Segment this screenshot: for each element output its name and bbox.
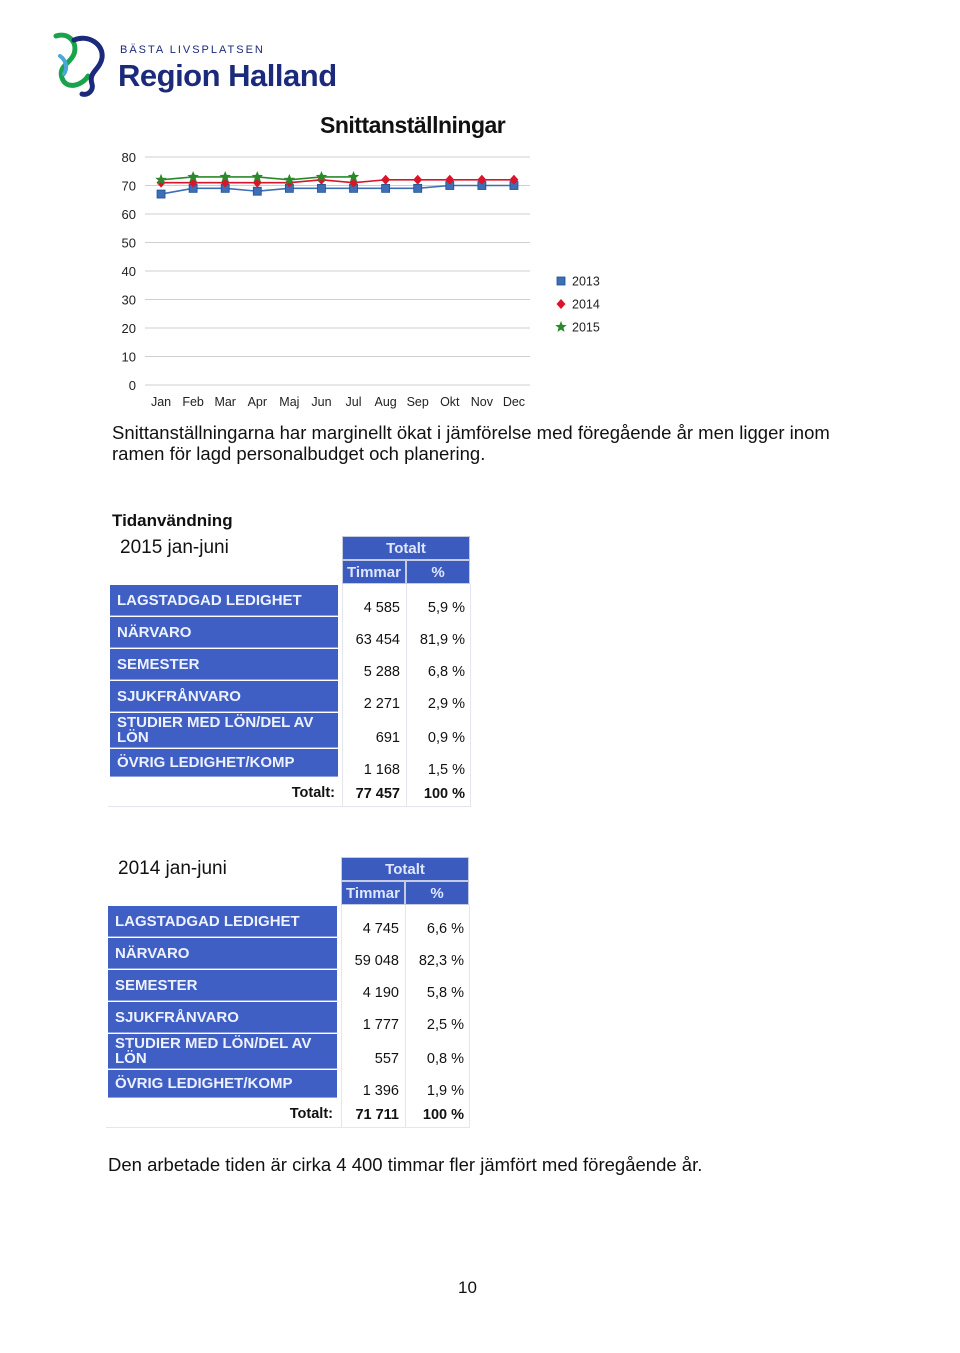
header-percent: % — [405, 881, 469, 905]
x-tick-label: Okt — [440, 395, 460, 409]
legend-marker-2013 — [557, 277, 565, 285]
percent-value: 6,6 % — [426, 921, 464, 937]
percent-value: 6,8 % — [427, 664, 465, 680]
section-title: Tidanvändning — [112, 511, 233, 530]
percent-value: 82,3 % — [418, 953, 464, 969]
chart-title: Snittanställningar — [320, 112, 506, 138]
data-point-2013 — [414, 184, 422, 192]
legend-label: 2015 — [572, 320, 600, 335]
row-label: STUDIER MED LÖN/DEL AV LÖN — [108, 1034, 337, 1069]
organization-name: Region Halland — [118, 58, 337, 93]
header-percent: % — [406, 560, 470, 584]
logo-tagline: BÄSTA LIVSPLATSEN — [120, 44, 265, 56]
y-tick-label: 50 — [121, 235, 136, 251]
data-point-2013 — [317, 184, 325, 192]
series-line-2014 — [161, 180, 514, 183]
x-tick-label: Jul — [345, 395, 362, 409]
total-percent: 100 % — [423, 786, 465, 802]
y-tick-label: 80 — [121, 150, 136, 165]
total-label: Totalt: — [289, 1106, 333, 1122]
total-hours: 77 457 — [355, 786, 400, 802]
hours-value: 2 271 — [363, 696, 400, 712]
row-label: NÄRVARO — [108, 938, 337, 969]
total-label: Totalt: — [291, 785, 335, 801]
row-label: SEMESTER — [108, 970, 337, 1001]
hours-value: 63 454 — [355, 632, 400, 648]
hours-value: 1 777 — [362, 1017, 399, 1033]
y-tick-label: 70 — [121, 178, 136, 194]
percent-value: 0,8 % — [426, 1051, 464, 1067]
row-label: LAGSTADGAD LEDIGHET — [108, 906, 337, 937]
legend-label: 2014 — [572, 297, 600, 312]
x-tick-label: Maj — [279, 395, 300, 409]
table-subtitle: 2014 jan-juni — [118, 858, 227, 879]
row-label: SEMESTER — [110, 649, 338, 680]
x-tick-label: Jun — [311, 395, 332, 409]
hours-value: 4 585 — [363, 600, 400, 616]
chart-commentary: Snittanställningarna har marginellt ökat i jämförelse med föregående år men ligger inom ramen för lagd personalbudget och planering. — [112, 422, 830, 464]
header-hours: Timmar — [342, 560, 406, 584]
table-subtitle: 2015 jan-juni — [120, 537, 229, 558]
data-point-2014 — [413, 175, 422, 185]
x-tick-label: Dec — [502, 395, 526, 409]
percent-value: 5,9 % — [427, 600, 465, 616]
percent-value: 2,9 % — [427, 696, 465, 712]
line-chart — [0, 140, 960, 415]
legend-label: 2013 — [572, 274, 600, 289]
row-label: ÖVRIG LEDIGHET/KOMP — [108, 1070, 337, 1098]
hours-value: 691 — [375, 730, 400, 746]
data-point-2014 — [381, 175, 390, 185]
hours-value: 59 048 — [354, 953, 399, 969]
total-hours: 71 711 — [355, 1107, 399, 1123]
hours-value: 4 745 — [362, 921, 399, 937]
conclusion-text: Den arbetade tiden är cirka 4 400 timmar fler jämfört med föregående år. — [108, 1154, 703, 1175]
percent-value: 5,8 % — [426, 985, 464, 1001]
x-tick-label: Nov — [470, 395, 493, 409]
y-tick-label: 60 — [121, 207, 136, 222]
header-total: Totalt — [341, 857, 469, 881]
percent-value: 0,9 % — [427, 730, 465, 746]
hours-value: 557 — [374, 1051, 399, 1067]
row-label: SJUKFRÅNVARO — [110, 681, 338, 712]
x-tick-label: Mar — [214, 395, 236, 409]
data-point-2013 — [157, 190, 165, 198]
x-tick-label: Sep — [406, 395, 429, 409]
row-label: STUDIER MED LÖN/DEL AV LÖN — [110, 713, 338, 748]
legend-marker-2014 — [557, 299, 566, 309]
row-label: LAGSTADGAD LEDIGHET — [110, 585, 338, 616]
header-hours: Timmar — [341, 881, 405, 905]
legend-marker-2015 — [555, 321, 566, 332]
x-tick-label: Jan — [150, 395, 172, 409]
hours-value: 1 168 — [363, 762, 400, 778]
hours-value: 5 288 — [363, 664, 400, 680]
row-label: NÄRVARO — [110, 617, 338, 648]
total-percent: 100 % — [422, 1107, 464, 1123]
percent-value: 2,5 % — [426, 1017, 464, 1033]
percent-value: 1,9 % — [426, 1083, 464, 1099]
series-line-2013 — [161, 186, 514, 195]
y-tick-label: 0 — [128, 378, 136, 393]
percent-value: 1,5 % — [427, 762, 465, 778]
data-point-2013 — [382, 184, 390, 192]
x-tick-label: Aug — [374, 395, 397, 409]
region-halland-logo — [48, 26, 114, 98]
x-tick-label: Feb — [182, 395, 204, 409]
x-tick-label: Apr — [247, 395, 268, 409]
percent-value: 81,9 % — [419, 632, 465, 648]
y-tick-label: 20 — [121, 321, 136, 336]
hours-value: 4 190 — [362, 985, 399, 1001]
y-tick-label: 10 — [121, 349, 136, 365]
data-point-2013 — [253, 187, 261, 195]
page-number: 10 — [458, 1278, 477, 1297]
y-tick-label: 40 — [121, 264, 136, 279]
y-tick-label: 30 — [121, 292, 136, 308]
row-label: SJUKFRÅNVARO — [108, 1002, 337, 1033]
header-total: Totalt — [342, 536, 470, 560]
hours-value: 1 396 — [362, 1083, 399, 1099]
row-label: ÖVRIG LEDIGHET/KOMP — [110, 749, 338, 777]
